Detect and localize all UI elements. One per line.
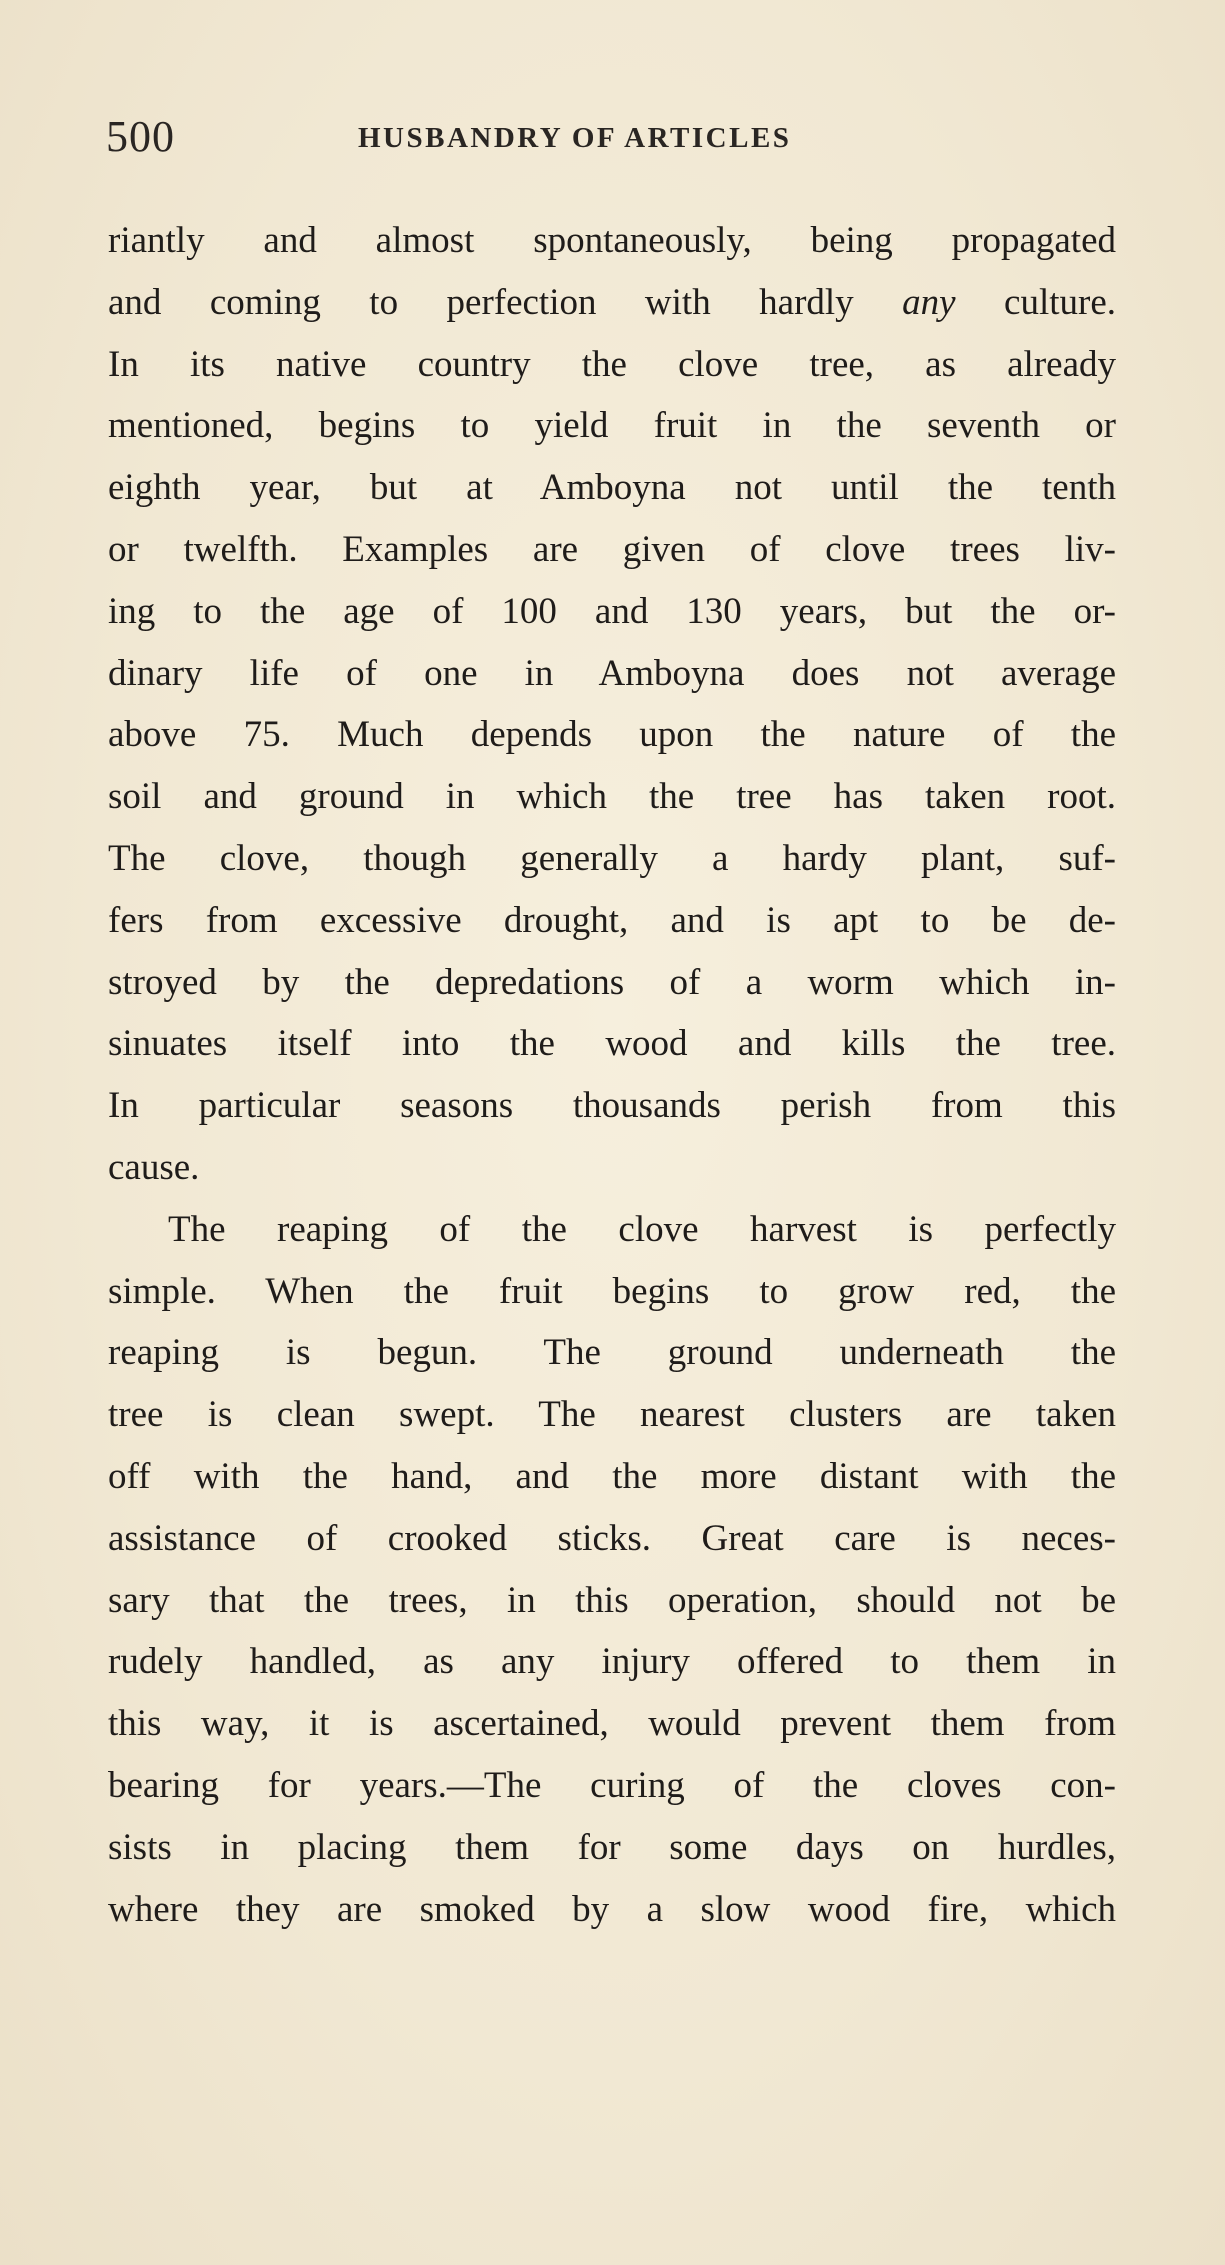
running-head: HUSBANDRY OF ARTICLES xyxy=(358,122,792,154)
text-line: simple. When the fruit begins to grow red, the xyxy=(108,1270,1116,1312)
text-line: tree is clean swept. The nearest clusters are taken xyxy=(108,1394,1116,1436)
text-line: assistance of crooked sticks. Great care is neces- xyxy=(108,1517,1116,1559)
text-line: rudely handled, as any injury offered to them in xyxy=(108,1641,1116,1683)
text-line: reaping is begun. The ground underneath the xyxy=(108,1332,1116,1374)
text-line: mentioned, begins to yield fruit in the seventh or xyxy=(108,405,1116,447)
text-line: off with the hand, and the more distant with the xyxy=(108,1455,1116,1497)
text-line: stroyed by the depredations of a worm which in- xyxy=(108,961,1116,1003)
text-line: dinary life of one in Amboyna does not average xyxy=(108,652,1116,694)
text-line: riantly and almost spontaneously, being propagated xyxy=(108,220,1116,261)
text-line: sists in placing them for some days on hurdles, xyxy=(108,1826,1116,1868)
text-line: sinuates itself into the wood and kills the tree. xyxy=(108,1023,1116,1065)
text-line: fers from excessive drought, and is apt to be de- xyxy=(108,899,1116,941)
text-line-start: and coming to perfection with hardly xyxy=(108,281,854,323)
text-line: The clove, though generally a hardy plant, suf- xyxy=(108,837,1116,879)
body-text xyxy=(108,210,1116,1940)
text-line xyxy=(108,272,1116,334)
page-number: 500 xyxy=(106,112,175,161)
text-line: bearing for years.—The curing of the cloves con- xyxy=(108,1764,1116,1806)
text-line: In particular seasons thousands perish from this xyxy=(108,1085,1116,1127)
text-line: soil and ground in which the tree has taken root. xyxy=(108,776,1116,818)
text-line: or twelfth. Examples are given of clove trees liv- xyxy=(108,528,1116,570)
text-line: above 75. Much depends upon the nature of the xyxy=(108,714,1116,756)
text-line: where they are smoked by a slow wood fire, which xyxy=(108,1888,1116,1930)
emphasis-any: any xyxy=(902,281,956,323)
text-line: sary that the trees, in this operation, should not be xyxy=(108,1579,1116,1621)
text-line-end: culture. xyxy=(955,281,1116,323)
page-header xyxy=(106,112,1116,162)
text-line: In its native country the clove tree, as already xyxy=(108,343,1116,385)
text-line: eighth year, but at Amboyna not until the tenth xyxy=(108,467,1116,509)
text-line: ing to the age of 100 and 130 years, but the or- xyxy=(108,590,1116,632)
text-line-paragraph-start: The reaping of the clove harvest is perfectly xyxy=(168,1208,1116,1250)
text-line-paragraph-end: cause. xyxy=(108,1146,200,1188)
text-line: this way, it is ascertained, would prevent them from xyxy=(108,1703,1116,1745)
